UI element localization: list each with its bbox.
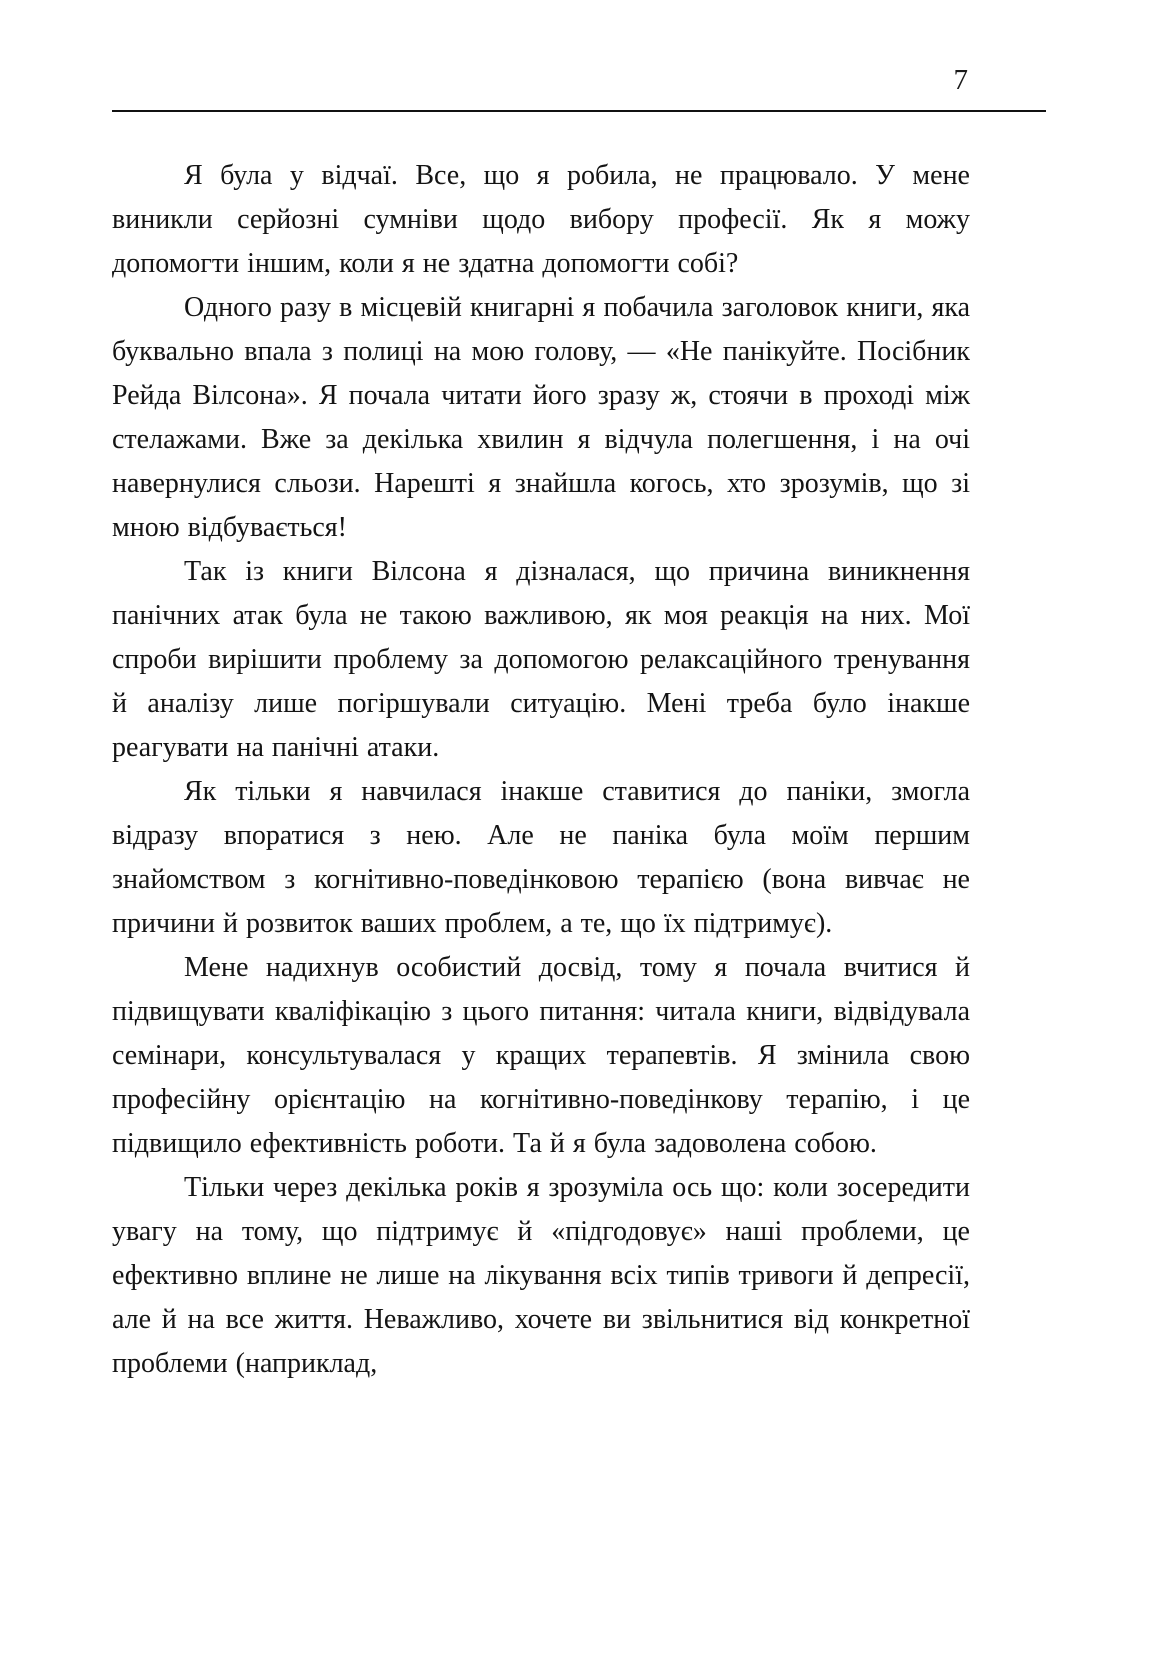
page-number: 7	[953, 64, 968, 96]
paragraph-6: Тільки через декілька років я зрозуміла ось що: коли зосередити увагу на тому, що підтримує й «підгодовує» наші проблеми, це ефективно вплине не лише на лікування всіх типів тривоги й депресії, але й на все життя. Неважливо, хочете ви звільнитися від конкретної проблеми (наприклад,	[112, 1172, 970, 1379]
page-body	[112, 154, 970, 1386]
paragraph-5: Мене надихнув особистий досвід, тому я почала вчитися й підвищувати кваліфікацію з цього питання: читала книги, відвідувала семінари, консультувалася у кращих терапевтів. Я змінила свою професійну орієнтацію на когнітивно-поведінкову терапію, і це підвищило ефективність роботи. Та й я була задоволена собою.	[112, 952, 970, 1159]
paragraph-4: Як тільки я навчилася інакше ставитися до паніки, змогла відразу впоратися з нею. Але не паніка була моїм першим знайомством з когнітивно-поведінковою терапією (вона вивчає не причини й розвиток ваших проблем, а те, що їх підтримує).	[112, 776, 970, 939]
header-rule	[112, 110, 1046, 112]
paragraph-2: Одного разу в місцевій книгарні я побачила заголовок книги, яка буквально впала з полиці на мою голову, — «Не панікуйте. Посібник Рейда Вілсона». Я почала читати його зразу ж, стоячи в проході між стелажами. Вже за декілька хвилин я відчула полегшення, і на очі навернулися сльози. Нарешті я знайшла когось, хто зрозумів, що зі мною відбувається!	[112, 292, 970, 543]
paragraph-3: Так із книги Вілсона я дізналася, що причина виникнення панічних атак була не такою важливою, як моя реакція на них. Мої спроби вирішити проблему за допомогою релаксаційного тренування й аналізу лише погіршували ситуацію. Мені треба було інакше реагувати на панічні атаки.	[112, 556, 970, 763]
page-header	[112, 62, 1046, 112]
paragraph-1: Я була у відчаї. Все, що я робила, не працювало. У мене виникли серйозні сумніви щодо вибору професії. Як я можу допомогти іншим, коли я не здатна допомогти собі?	[112, 160, 970, 279]
page-number-row	[112, 62, 970, 98]
